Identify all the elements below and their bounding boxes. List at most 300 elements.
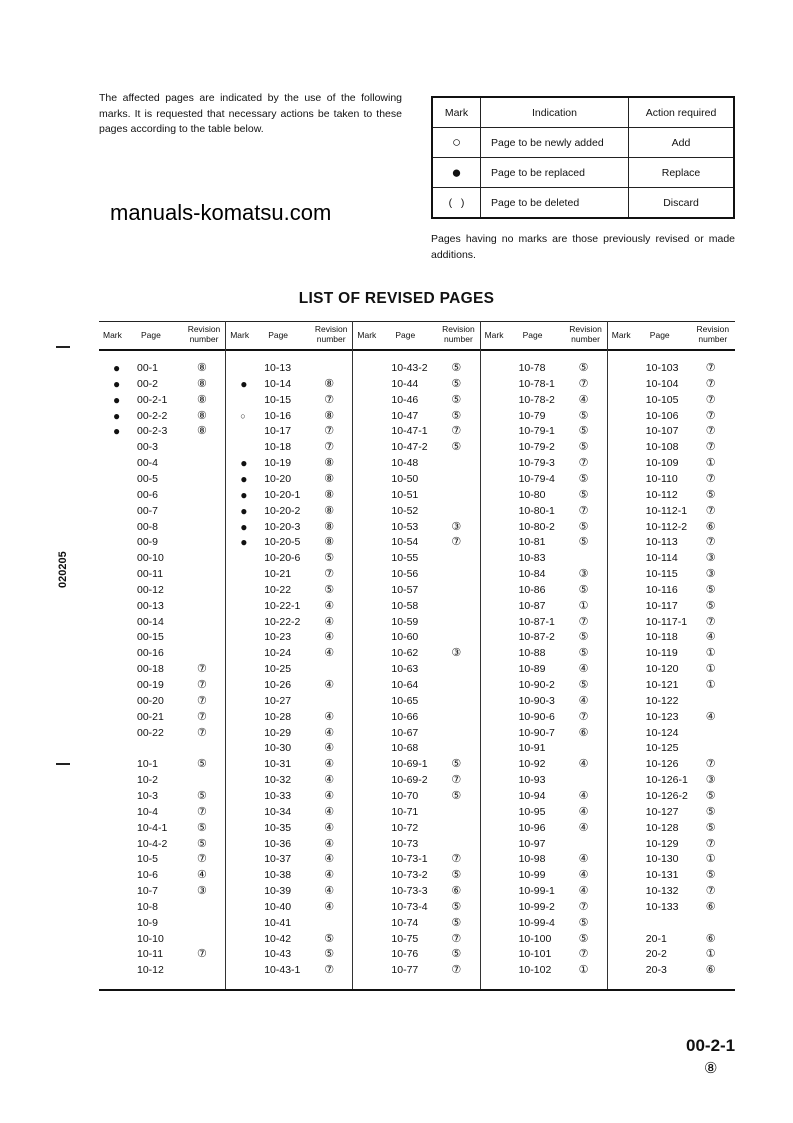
page-number-cell: 10-117 — [645, 599, 678, 612]
page-number-cell: 10-110 — [645, 472, 678, 485]
revision-number-cell: ④ — [324, 631, 335, 644]
page-number-cell: 10-44 — [391, 377, 419, 390]
page-number-cell: 10-76 — [391, 948, 419, 961]
revision-number-cell: ⑦ — [578, 615, 589, 628]
revision-number-cell: ⑦ — [578, 504, 589, 517]
header-page: Page — [268, 330, 289, 340]
revision-number-cell: ③ — [197, 885, 207, 898]
page-number-cell: 00-4 — [137, 457, 159, 470]
watermark: manuals-komatsu.com — [110, 200, 332, 225]
revision-number-cell: ⑦ — [324, 441, 335, 454]
filled-circle-icon: ● — [113, 424, 121, 439]
header-mark: Mark — [230, 330, 250, 340]
page-number-cell: 10-35 — [264, 821, 292, 834]
page-number-cell: 00-6 — [137, 488, 159, 501]
revision-number-cell: ⑦ — [197, 694, 207, 707]
revision-number-cell: ④ — [578, 805, 589, 818]
page-number-cell: 10-97 — [518, 837, 546, 850]
page-revision: ⑧ — [704, 1060, 718, 1077]
revision-number-cell: ⑦ — [197, 679, 207, 691]
page-number-cell: 10-41 — [264, 916, 292, 929]
revision-number-cell: ⑦ — [451, 425, 462, 438]
page-number-cell: 10-65 — [391, 694, 419, 707]
page-number-cell: 00-22 — [137, 726, 164, 739]
revision-number-cell: ③ — [578, 568, 589, 581]
page-number-cell: 10-78-2 — [518, 393, 555, 406]
page-number-cell: 10-55 — [391, 552, 419, 565]
page-number-cell: 10-48 — [391, 457, 419, 470]
page-number-cell: 10-56 — [391, 568, 419, 581]
revision-number-cell: ④ — [324, 647, 335, 660]
page-number-cell: 10-126-1 — [645, 774, 688, 787]
revision-number-cell: ⑤ — [578, 647, 589, 660]
header-mark: Mark — [484, 330, 504, 340]
revision-number-cell: ⑦ — [197, 710, 207, 723]
page-number-cell: 00-2-2 — [137, 409, 168, 422]
revision-number-cell: ⑦ — [324, 393, 335, 406]
revision-number-cell: ④ — [324, 869, 335, 882]
revision-number-cell: ⑤ — [578, 932, 589, 945]
revision-number-cell: ⑤ — [578, 441, 589, 454]
revision-number-cell: ⑧ — [324, 472, 335, 485]
revision-number-cell: ⑤ — [578, 425, 589, 438]
revision-number-cell: ④ — [324, 885, 335, 898]
page-number-cell: 10-69-1 — [391, 758, 428, 771]
page-number-cell: 10-80-2 — [518, 520, 555, 533]
page-number-cell: 10-2 — [137, 774, 159, 787]
page-number-cell: 10-71 — [391, 805, 419, 818]
page-number-cell: 10-63 — [391, 663, 419, 676]
page-number-cell: 10-20-3 — [264, 520, 301, 533]
page-number-cell: 10-23 — [264, 631, 292, 644]
page-number-cell: 10-119 — [645, 647, 678, 660]
revision-number-cell: ⑧ — [197, 377, 207, 390]
revision-number-cell: ④ — [324, 615, 335, 628]
page-number-cell: 10-90-7 — [518, 726, 555, 739]
revision-number-cell: ⑦ — [578, 457, 589, 470]
page-number-cell: 10-104 — [645, 377, 679, 390]
page-number-cell: 10-39 — [264, 885, 292, 898]
revision-number-cell: ④ — [578, 821, 589, 834]
revision-number-cell: ⑦ — [705, 377, 716, 390]
revision-number-cell: ⑦ — [705, 885, 716, 898]
revision-number-cell: ⑤ — [324, 948, 335, 961]
revision-number-cell: ⑦ — [705, 441, 716, 454]
page-number-cell: 10-15 — [264, 393, 292, 406]
revision-number-cell: ⑥ — [705, 964, 716, 977]
revision-number-cell: ⑥ — [705, 932, 716, 945]
revision-number-cell: ⑦ — [197, 726, 207, 739]
page-number-cell: 00-19 — [137, 679, 164, 691]
revision-number-cell: ⑤ — [324, 583, 335, 596]
page-number-cell: 10-73-3 — [391, 885, 428, 898]
page-number-cell: 10-75 — [391, 932, 419, 945]
page-number-cell: 10-22-2 — [264, 615, 301, 628]
revision-number-cell: ⑦ — [451, 536, 462, 549]
page-number-cell: 10-57 — [391, 583, 419, 596]
page-number-cell: 00-15 — [137, 631, 164, 644]
page-number-cell: 10-116 — [645, 583, 678, 596]
page-number-cell: 10-22-1 — [264, 599, 301, 612]
page-number-cell: 10-34 — [264, 805, 292, 818]
page-number-cell: 10-29 — [264, 726, 292, 739]
revision-number-cell: ⑤ — [578, 583, 589, 596]
page-number-cell: 10-3 — [137, 789, 159, 802]
revision-number-cell: ④ — [324, 853, 335, 866]
revision-number-cell: ⑦ — [705, 504, 716, 517]
revision-number-cell: ④ — [578, 789, 589, 802]
revision-number-cell: ⑤ — [578, 409, 589, 422]
header-page: Page — [522, 330, 543, 340]
revision-number-cell: ⑦ — [705, 536, 716, 549]
revision-number-cell: ⑤ — [324, 552, 335, 565]
page-number-cell: 10-127 — [645, 805, 679, 818]
page-number-cell: 10-21 — [264, 568, 292, 581]
revision-number-cell: ⑧ — [197, 362, 207, 374]
page-number-cell: 10-50 — [391, 472, 419, 485]
revision-number-cell: ④ — [324, 726, 335, 739]
page-number-cell: 00-18 — [137, 663, 164, 676]
header-page: Page — [395, 330, 416, 340]
legend-indication: Page to be replaced — [481, 158, 629, 188]
page-number-cell: 10-4 — [137, 805, 159, 818]
page-number-cell: 10-87 — [518, 599, 546, 612]
page-number-cell: 10-12 — [137, 964, 164, 977]
page-number-cell: 10-20-2 — [264, 504, 301, 517]
page-number-cell: 10-83 — [518, 552, 546, 565]
page-number-cell: 10-43 — [264, 948, 292, 961]
revision-number-cell: ⑤ — [197, 758, 207, 771]
page-number-cell: 10-112 — [645, 488, 678, 501]
revision-number-cell: ⑤ — [578, 472, 589, 485]
page-number-cell: 10-105 — [645, 393, 679, 406]
revision-number-cell: ⑤ — [451, 362, 462, 374]
page-number-cell: 00-2-1 — [137, 393, 168, 406]
header-mark: Mark — [103, 330, 122, 340]
page-number-cell: 10-112-1 — [645, 504, 688, 517]
page-number-cell: 10-102 — [518, 964, 552, 977]
revision-number-cell: ④ — [578, 885, 589, 898]
page-number-cell: 20-2 — [645, 948, 667, 961]
page-number-cell: 10-10 — [137, 932, 164, 945]
filled-circle-icon: ● — [113, 376, 121, 391]
revision-number-cell: ④ — [324, 599, 335, 612]
page-number-cell: 10-28 — [264, 710, 292, 723]
legend-indication: Page to be newly added — [481, 128, 629, 158]
page-number-cell: 10-60 — [391, 631, 419, 644]
page-number-cell: 10-52 — [391, 504, 419, 517]
filled-circle-icon: ● — [240, 519, 248, 534]
page-number-cell: 00-5 — [137, 472, 159, 485]
revision-number-cell: ① — [705, 853, 716, 866]
revision-number-cell: ① — [705, 647, 716, 660]
page-number-cell: 20-1 — [645, 932, 667, 945]
page-number-cell: 10-66 — [391, 710, 419, 723]
page-number-cell: 10-18 — [264, 441, 292, 454]
page-number-cell: 10-42 — [264, 932, 292, 945]
legend-row-discard — [432, 188, 734, 219]
revision-number-cell: ⑤ — [705, 869, 716, 882]
header-revision: Revision number — [569, 324, 602, 344]
page-number-cell: 10-47 — [391, 409, 419, 422]
revision-number-cell: ⑤ — [451, 758, 462, 771]
header-revision: Revision number — [187, 324, 221, 344]
revision-number-cell: ⑦ — [705, 615, 716, 628]
revision-number-cell: ⑤ — [451, 409, 462, 422]
marks-legend-table — [431, 96, 735, 219]
page-number-cell: 10-114 — [645, 552, 678, 565]
page-number-cell: 10-122 — [645, 694, 679, 707]
page-number-cell: 10-99 — [518, 869, 546, 882]
page-number-cell: 00-10 — [137, 552, 164, 565]
revision-number-cell: ⑦ — [578, 900, 589, 913]
filled-circle-icon: ● — [113, 408, 121, 423]
page-number-cell: 10-47-1 — [391, 425, 428, 438]
column-divider — [480, 321, 481, 989]
revision-number-cell: ⑦ — [324, 568, 335, 581]
revision-number-cell: ⑤ — [451, 393, 462, 406]
filled-circle-icon: ● — [240, 376, 248, 391]
page-number-cell: 10-106 — [645, 409, 679, 422]
revision-number-cell: ④ — [578, 853, 589, 866]
page-number-cell: 10-123 — [645, 710, 679, 723]
page-number-cell: 10-80-1 — [518, 504, 555, 517]
page-number-cell: 10-80 — [518, 488, 546, 501]
page-number-cell: 10-73 — [391, 837, 419, 850]
page-number-cell: 10-19 — [264, 457, 292, 470]
side-code: 020205 — [57, 551, 69, 588]
filled-circle-icon: ● — [240, 487, 248, 502]
revision-number-cell: ④ — [324, 837, 335, 850]
page-number-cell: 10-67 — [391, 726, 419, 739]
header-revision: Revision number — [442, 324, 475, 344]
revision-number-cell: ① — [705, 457, 716, 470]
page-number-cell: 10-133 — [645, 900, 679, 913]
page-number-cell: 10-14 — [264, 377, 292, 390]
page-number-cell: 10-89 — [518, 663, 546, 676]
page-number-cell: 00-16 — [137, 647, 164, 660]
page-number-cell: 10-38 — [264, 869, 292, 882]
revision-number-cell: ⑦ — [197, 663, 207, 676]
margin-tick — [56, 346, 70, 348]
revision-number-cell: ③ — [451, 520, 462, 533]
page-number-cell: 10-53 — [391, 520, 419, 533]
page-number-cell: 10-129 — [645, 837, 679, 850]
page-number-cell: 10-94 — [518, 789, 546, 802]
page-number-cell: 10-69-2 — [391, 774, 428, 787]
revision-number-cell: ⑤ — [197, 821, 207, 834]
page-number-cell: 10-95 — [518, 805, 546, 818]
page-number-cell: 10-33 — [264, 789, 292, 802]
header-page: Page — [141, 330, 161, 340]
page-number-cell: 10-36 — [264, 837, 292, 850]
revision-number-cell: ⑦ — [578, 948, 589, 961]
page-number-cell: 10-130 — [645, 853, 679, 866]
revision-number-cell: ⑦ — [705, 425, 716, 438]
revision-number-cell: ① — [705, 948, 716, 961]
page-number-cell: 10-37 — [264, 853, 292, 866]
page-number-cell: 10-79 — [518, 409, 546, 422]
revision-number-cell: ④ — [324, 900, 335, 913]
revision-number-cell: ⑤ — [705, 599, 716, 612]
revision-number-cell: ⑦ — [451, 774, 462, 787]
page-number-cell: 10-118 — [645, 631, 678, 644]
page-number-cell: 10-78-1 — [518, 377, 555, 390]
page-number-cell: 10-7 — [137, 885, 159, 898]
filled-circle-icon: ● — [240, 535, 248, 550]
header-page: Page — [649, 330, 670, 340]
table-bottom-rule — [99, 989, 735, 991]
revision-number-cell: ⑦ — [705, 837, 716, 850]
page-title: LIST OF REVISED PAGES — [298, 290, 495, 307]
revision-number-cell: ⑤ — [578, 679, 589, 691]
revision-number-cell: ⑤ — [578, 362, 589, 374]
page-number-cell: 10-79-2 — [518, 441, 555, 454]
page-number-cell: 10-87-2 — [518, 631, 555, 644]
column-divider — [352, 321, 353, 989]
revision-number-cell: ⑦ — [705, 362, 716, 374]
revision-number-cell: ⑤ — [197, 837, 207, 850]
column-divider — [607, 321, 608, 989]
revision-number-cell: ⑤ — [705, 789, 716, 802]
page-number-cell: 10-32 — [264, 774, 292, 787]
revision-number-cell: ⑤ — [578, 536, 589, 549]
page-number-cell: 10-88 — [518, 647, 546, 660]
revision-number-cell: ④ — [324, 821, 335, 834]
page-number-cell: 10-126-2 — [645, 789, 688, 802]
legend-indication: Page to be deleted — [481, 188, 629, 219]
revision-number-cell: ⑦ — [705, 409, 716, 422]
header-mark: Mark — [357, 330, 377, 340]
page-number-cell: 10-20-1 — [264, 488, 301, 501]
revision-number-cell: ⑦ — [451, 853, 462, 866]
page-number-cell: 10-128 — [645, 821, 679, 834]
filled-circle-icon: ● — [113, 392, 121, 407]
page-number-cell: 10-79-1 — [518, 425, 555, 438]
page-number-cell: 10-112-2 — [645, 520, 688, 533]
revision-number-cell: ⑥ — [705, 900, 716, 913]
page-number-cell: 10-20 — [264, 472, 292, 485]
revision-number-cell: ④ — [705, 631, 716, 644]
page-number-cell: 10-90-3 — [518, 694, 555, 707]
revision-number-cell: ⑦ — [451, 964, 462, 977]
page-number-cell: 10-11 — [137, 948, 164, 961]
page-number-cell: 00-21 — [137, 710, 164, 723]
revision-number-cell: ⑧ — [324, 457, 335, 470]
page-number-cell: 10-117-1 — [645, 615, 688, 628]
page-number-cell: 10-20-5 — [264, 536, 301, 549]
page-number-cell: 10-108 — [645, 441, 679, 454]
revision-number-cell: ④ — [324, 774, 335, 787]
page-number-cell: 10-78 — [518, 362, 546, 374]
revision-number-cell: ⑤ — [705, 488, 716, 501]
page-number-cell: 10-6 — [137, 869, 159, 882]
revision-number-cell: ④ — [705, 710, 716, 723]
legend-header-mark: Mark — [432, 97, 481, 128]
revision-number-cell: ⑤ — [197, 789, 207, 802]
page-number-cell: 10-40 — [264, 900, 292, 913]
legend-action: Replace — [629, 158, 735, 188]
revision-number-cell: ⑧ — [324, 504, 335, 517]
parentheses-icon: ( ) — [432, 188, 481, 219]
page-number-cell: 10-113 — [645, 536, 678, 549]
page-number-cell: 10-8 — [137, 900, 159, 913]
revision-number-cell: ⑦ — [197, 805, 207, 818]
revision-number-cell: ⑤ — [705, 821, 716, 834]
page-number-cell: 10-24 — [264, 647, 292, 660]
page-number-cell: 00-11 — [137, 568, 164, 581]
revision-number-cell: ⑤ — [324, 932, 335, 945]
no-marks-note: Pages having no marks are those previously revised or made additions. — [431, 233, 735, 261]
revision-number-cell: ⑤ — [578, 916, 589, 929]
revised-pages-table — [99, 321, 735, 991]
page-number-cell: 10-81 — [518, 536, 546, 549]
page-number-cell: 10-101 — [518, 948, 552, 961]
page-number-cell: 10-68 — [391, 742, 419, 755]
page-number-cell: 10-121 — [645, 679, 679, 691]
page-number-cell: 10-74 — [391, 916, 419, 929]
page-number-cell: 10-93 — [518, 774, 546, 787]
revision-number-cell: ⑤ — [451, 441, 462, 454]
page-number-cell: 10-92 — [518, 758, 546, 771]
column-divider — [225, 321, 226, 989]
page-number-cell: 00-8 — [137, 520, 159, 533]
revision-number-cell: ⑧ — [197, 425, 207, 438]
page-number-cell: 10-98 — [518, 853, 546, 866]
revision-number-cell: ③ — [705, 552, 716, 565]
revision-number-cell: ⑦ — [324, 964, 335, 977]
revision-number-cell: ⑧ — [324, 488, 335, 501]
revision-number-cell: ⑤ — [578, 488, 589, 501]
legend-action: Add — [629, 128, 735, 158]
revision-number-cell: ⑧ — [324, 520, 335, 533]
revision-number-cell: ④ — [197, 869, 207, 882]
page-number-cell: 10-51 — [391, 488, 419, 501]
revision-number-cell: ⑦ — [578, 377, 589, 390]
header-revision: Revision number — [696, 324, 730, 344]
page-number-cell: 00-9 — [137, 536, 159, 549]
table-top-rule — [99, 321, 735, 322]
page-number-cell: 10-17 — [264, 425, 292, 438]
page-number-cell: 10-132 — [645, 885, 679, 898]
page-number-cell: 10-99-4 — [518, 916, 555, 929]
revision-number-cell: ⑥ — [578, 726, 589, 739]
page-number-cell: 10-109 — [645, 457, 679, 470]
page-number-cell: 10-99-1 — [518, 885, 555, 898]
revision-number-cell: ⑧ — [324, 377, 335, 390]
page-number-cell: 00-7 — [137, 504, 159, 517]
page-number-cell: 10-91 — [518, 742, 546, 755]
header-revision: Revision number — [314, 324, 348, 344]
revision-number-cell: ④ — [324, 805, 335, 818]
revision-number-cell: ⑤ — [451, 869, 462, 882]
page-number-cell: 00-2 — [137, 377, 159, 390]
page-number-cell: 10-72 — [391, 821, 419, 834]
page-number-cell: 00-2-3 — [137, 425, 168, 438]
legend-row-replace — [432, 158, 734, 188]
legend-row-add — [432, 128, 734, 158]
intro-text: The affected pages are indicated by the use of the following marks. It is requested that necessary actions be taken to these pages according to the table below. — [99, 92, 402, 135]
revision-number-cell: ④ — [324, 710, 335, 723]
page-number-cell: 10-64 — [391, 679, 419, 691]
page-number-cell: 10-62 — [391, 647, 419, 660]
revision-number-cell: ⑦ — [197, 853, 207, 866]
page-number-cell: 00-20 — [137, 694, 164, 707]
revision-number-cell: ④ — [578, 663, 589, 676]
revision-number-cell: ④ — [578, 758, 589, 771]
page-number-cell: 10-54 — [391, 536, 419, 549]
page-number-cell: 10-26 — [264, 679, 292, 691]
